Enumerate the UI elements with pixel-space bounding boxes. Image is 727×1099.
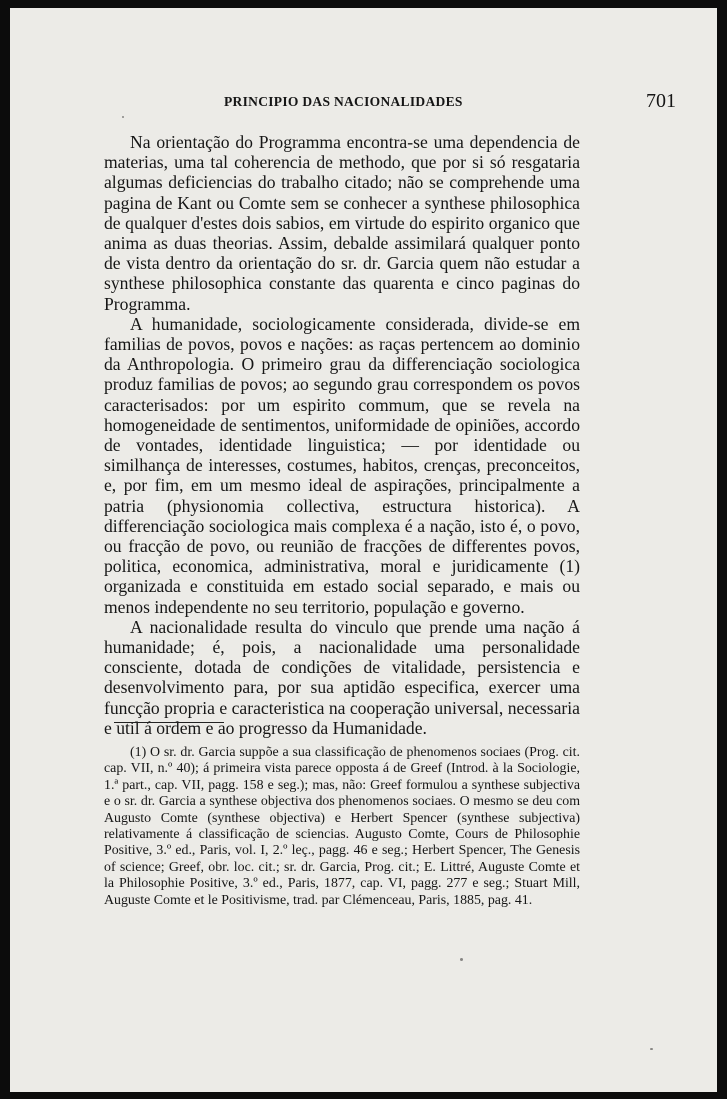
page-header xyxy=(104,90,684,112)
footnote: (1) O sr. dr. Garcia suppõe a sua classificação de phenomenos sociaes (Prog. cit. cap. VII, n.º 40); á primeira vista parece opposta á de Greef (Introd. à la Sociologie, 1.ª part., cap. VII, pagg. 158 e seg.); mas, não: Greef formulou a synthese subjectiva e o sr. dr. Garcia a synthese objectiva dos phenomenos sociaes. O mesmo se deu com Augusto Comte (synthese objectiva) e Herbert Spencer (synthese subjectiva) relativamente á classificação de sciencias. Augusto Comte, Cours de Philosophie Positive, 3.º ed., Paris, vol. I, 2.º leç., pagg. 46 e seg.; Herbert Spencer, The Genesis of science; Greef, obr. loc. cit.; sr. dr. Garcia, Prog. cit.; E. Littré, Auguste Comte et la Philosophie Positive, 3.º ed., Paris, 1877, cap. VI, pagg. 277 e seg.; Stuart Mill, Auguste Comte et le Positivisme, trad. par Clémenceau, Paris, 1885, pag. 41. xyxy=(104,745,580,908)
page-number: 701 xyxy=(646,90,676,112)
scan-speck xyxy=(650,1048,653,1050)
paragraph: A humanidade, sociologicamente considerada, divide-se em familias de povos, povos e nações: as raças pertencem ao dominio da Anthropologia. O primeiro grau da differenciação sociologica produz familias de povos; ao segundo grau correspondem os povos caracterisados: por um espirito commum, que se revela na homogeneidade de sentimentos, uniformidade de opiniões, accordo de vontades, identidade linguistica; — por identidade ou similhança de interesses, costumes, habitos, crenças, preconceitos, e, por fim, em um mesmo ideal de aspirações, principalmente a patria (physionomia collectiva, estructura historica). A differenciação sociologica mais complexa é a nação, isto é, o povo, ou fracção de povo, ou reunião de fracções de differentes povos, politica, economica, administrativa, moral e juridicamente (1) organizada e constituida em estado social separado, e mais ou menos independente no seu territorio, população e governo. xyxy=(104,313,580,617)
body-text xyxy=(104,132,580,738)
footnote-separator xyxy=(114,722,224,723)
paragraph: A nacionalidade resulta do vinculo que prende uma nação á humanidade; é, pois, a nacionalidade uma personalidade consciente, dotada de condições de vitalidade, persistencia e desenvolvimento para, por sua aptidão especifica, exercer uma funcção propria e caracteristica na cooperação universal, necessaria e util á ordem e ao progresso da Humanidade. xyxy=(104,616,580,738)
scan-speck xyxy=(460,958,463,961)
running-title: PRINCIPIO DAS NACIONALIDADES xyxy=(224,94,463,109)
paragraph: Na orientação do Programma encontra-se uma dependencia de materias, uma tal coherencia de methodo, que por si só resgataria algumas deficiencias do trabalho citado; não se comprehende uma pagina de Kant ou Comte sem se conhecer a synthese philosophica de qualquer d'estes dois sabios, em virtude do espirito organico que anima as duas theorias. Assim, debalde assimilará qualquer ponto de vista dentro da orientação do sr. dr. Garcia quem não estudar a synthese philosophica constante das quarenta e cinco paginas do Programma. xyxy=(104,132,580,314)
book-page xyxy=(10,8,717,1092)
scan-speck xyxy=(122,116,124,118)
